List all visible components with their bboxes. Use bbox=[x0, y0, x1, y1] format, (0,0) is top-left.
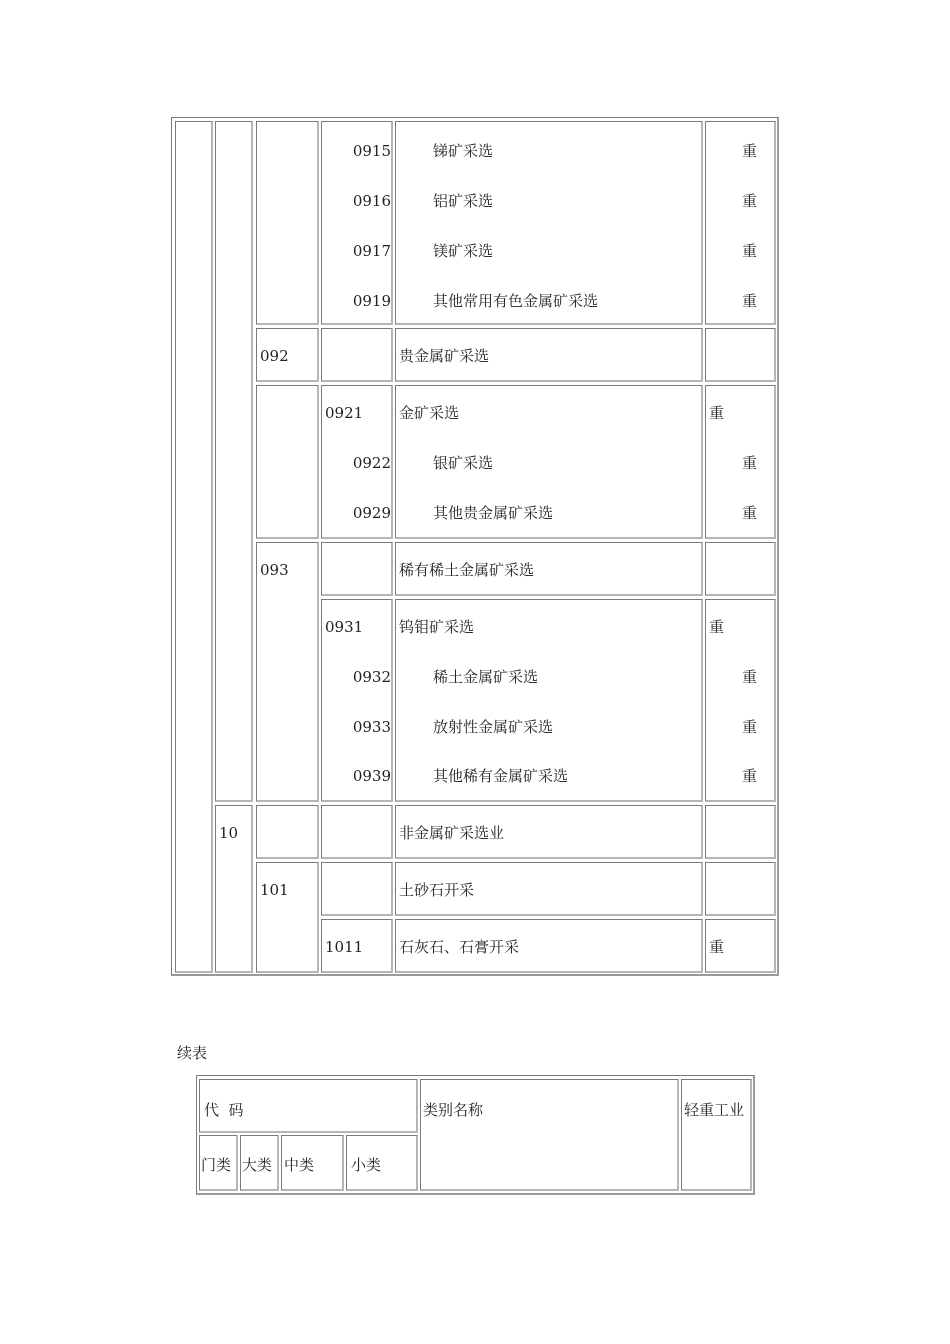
weight-0922: 重 bbox=[742, 454, 758, 472]
cell-codes-0921 bbox=[321, 385, 393, 539]
cell-weights-0921 bbox=[705, 385, 776, 539]
name-0915: 锑矿采选 bbox=[433, 142, 494, 160]
cell-code-1011 bbox=[321, 919, 393, 973]
cell-xiaolei-101 bbox=[321, 862, 393, 916]
weight-0933: 重 bbox=[742, 718, 758, 736]
name-0921: 金矿采选 bbox=[399, 404, 460, 422]
cell-menlei bbox=[175, 121, 213, 973]
cell-xiaolei-093 bbox=[321, 542, 393, 596]
code-header: 代 码 bbox=[204, 1101, 244, 1119]
code-0919: 0919 bbox=[352, 292, 391, 310]
weight-0931: 重 bbox=[709, 618, 725, 636]
cell-code-092 bbox=[256, 328, 319, 382]
cell-dalei-09 bbox=[215, 121, 253, 802]
xiaolei-header: 小类 bbox=[351, 1156, 382, 1174]
code-0922: 0922 bbox=[352, 454, 391, 472]
cell-name-header bbox=[420, 1079, 679, 1191]
cell-xiaolei-header bbox=[346, 1135, 418, 1191]
cell-code-093 bbox=[256, 542, 319, 802]
name-header: 类别名称 bbox=[423, 1101, 484, 1119]
name-0929: 其他贵金属矿采选 bbox=[433, 504, 554, 522]
cell-zhonglei-10 bbox=[256, 805, 319, 859]
name-0916: 铝矿采选 bbox=[433, 192, 494, 210]
cell-name-10 bbox=[395, 805, 703, 859]
code-0932: 0932 bbox=[352, 668, 391, 686]
code-1011: 1011 bbox=[325, 938, 364, 956]
name-10: 非金属矿采选业 bbox=[399, 824, 505, 842]
weight-0921: 重 bbox=[709, 404, 725, 422]
dalei-header: 大类 bbox=[242, 1156, 273, 1174]
cell-names-0921 bbox=[395, 385, 703, 539]
cell-weight-1011 bbox=[705, 919, 776, 973]
cell-weights-0931 bbox=[705, 599, 776, 802]
cell-weight-10 bbox=[705, 805, 776, 859]
weight-0932: 重 bbox=[742, 668, 758, 686]
cell-weight-101 bbox=[705, 862, 776, 916]
header-table bbox=[196, 1075, 755, 1195]
cell-code-10 bbox=[215, 805, 253, 973]
cell-code-101 bbox=[256, 862, 319, 973]
cell-code-header bbox=[199, 1079, 418, 1133]
name-0917: 镁矿采选 bbox=[433, 242, 494, 260]
weight-0929: 重 bbox=[742, 504, 758, 522]
cell-zhonglei-blank-1 bbox=[256, 121, 319, 325]
main-table bbox=[171, 117, 779, 976]
code-0916: 0916 bbox=[352, 192, 391, 210]
name-0931: 钨钼矿采选 bbox=[399, 618, 475, 636]
name-0919: 其他常用有色金属矿采选 bbox=[433, 292, 599, 310]
cell-zhonglei-header bbox=[281, 1135, 344, 1191]
cell-name-101 bbox=[395, 862, 703, 916]
code-0917: 0917 bbox=[352, 242, 391, 260]
name-0933: 放射性金属矿采选 bbox=[433, 718, 554, 736]
weight-0916: 重 bbox=[742, 192, 758, 210]
code-0921: 0921 bbox=[325, 404, 364, 422]
code-0931: 0931 bbox=[325, 618, 364, 636]
cell-codes-0915 bbox=[321, 121, 393, 325]
name-0922: 银矿采选 bbox=[433, 454, 494, 472]
cell-name-1011 bbox=[395, 919, 703, 973]
cell-xiaolei-10 bbox=[321, 805, 393, 859]
name-0932: 稀土金属矿采选 bbox=[433, 668, 539, 686]
code-10: 10 bbox=[219, 824, 239, 842]
code-092: 092 bbox=[260, 347, 289, 365]
weight-0919: 重 bbox=[742, 292, 758, 310]
continued-label: 续表 bbox=[177, 1044, 208, 1062]
name-093: 稀有稀土金属矿采选 bbox=[399, 561, 535, 579]
weight-0939: 重 bbox=[742, 767, 758, 785]
code-093: 093 bbox=[260, 561, 289, 579]
cell-weight-093 bbox=[705, 542, 776, 596]
code-101: 101 bbox=[260, 881, 289, 899]
cell-names-0931 bbox=[395, 599, 703, 802]
cell-zhonglei-blank-2 bbox=[256, 385, 319, 539]
cell-name-093 bbox=[395, 542, 703, 596]
code-0929: 0929 bbox=[352, 504, 391, 522]
code-0933: 0933 bbox=[352, 718, 391, 736]
cell-weight-092 bbox=[705, 328, 776, 382]
cell-weights-0915 bbox=[705, 121, 776, 325]
code-0939: 0939 bbox=[352, 767, 391, 785]
name-101: 土砂石开采 bbox=[399, 881, 475, 899]
weight-0917: 重 bbox=[742, 242, 758, 260]
name-1011: 石灰石、石膏开采 bbox=[399, 938, 520, 956]
cell-names-0915 bbox=[395, 121, 703, 325]
cell-name-092 bbox=[395, 328, 703, 382]
zhonglei-header: 中类 bbox=[284, 1156, 315, 1174]
menlei-header: 门类 bbox=[201, 1156, 232, 1174]
cell-xiaolei-092 bbox=[321, 328, 393, 382]
cell-menlei-header bbox=[199, 1135, 238, 1191]
name-092: 贵金属矿采选 bbox=[399, 347, 490, 365]
cell-codes-0931 bbox=[321, 599, 393, 802]
weight-1011: 重 bbox=[709, 938, 725, 956]
cell-dalei-header bbox=[240, 1135, 279, 1191]
industry-header: 轻重工业 bbox=[684, 1101, 745, 1119]
name-0939: 其他稀有金属矿采选 bbox=[433, 767, 569, 785]
cell-industry-header bbox=[681, 1079, 752, 1191]
code-0915: 0915 bbox=[352, 142, 391, 160]
weight-0915: 重 bbox=[742, 142, 758, 160]
